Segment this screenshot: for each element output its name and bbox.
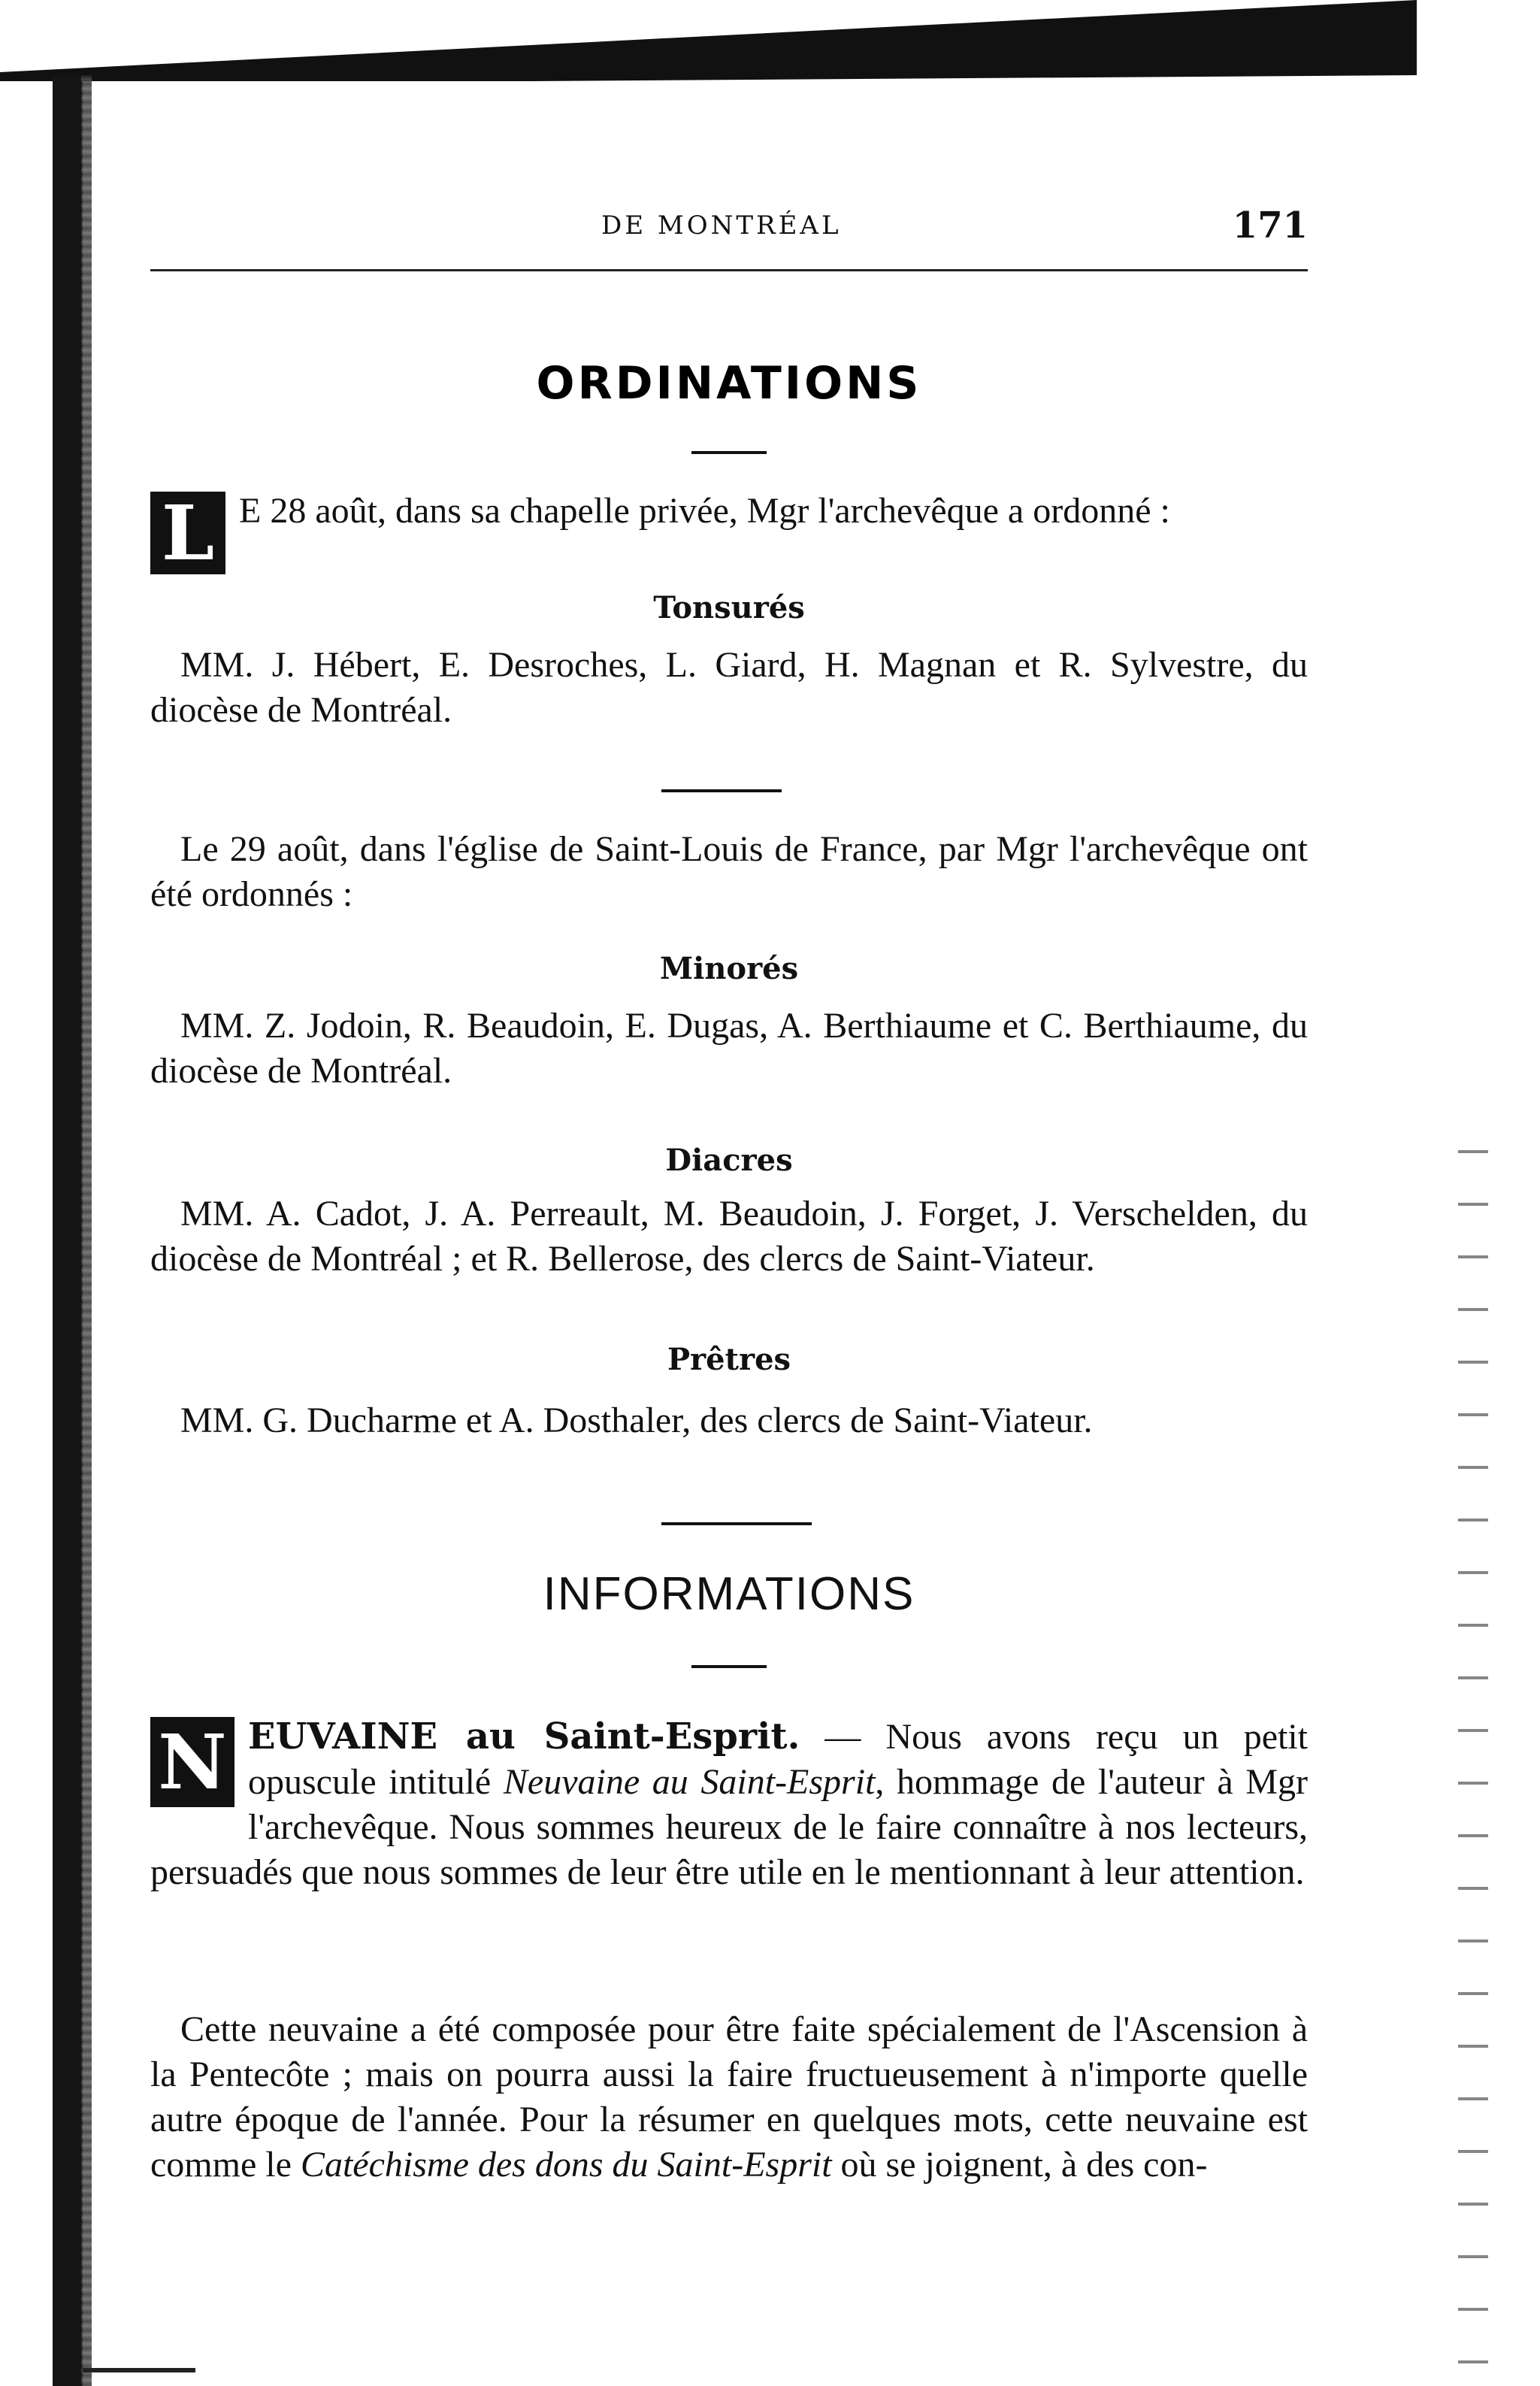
- drop-cap-n: N: [150, 1717, 234, 1807]
- minores-heading: Minorés: [659, 951, 799, 986]
- informations-p1: [150, 1714, 1308, 1895]
- diacres-text: MM. A. Cadot, J. A. Perreault, M. Beaudoin, J. Forget, J. Verschelden, du diocèse de Montréal ; et R. Bellerose, des clercs de Saint-Viateur.: [150, 1194, 1308, 1279]
- ordinations-intro: [150, 489, 1308, 577]
- book-title: Neuvaine au Saint-Esprit: [503, 1762, 876, 1802]
- diacres-heading: Diacres: [665, 1143, 793, 1178]
- short-rule: [691, 451, 767, 454]
- page-number: 171: [1232, 204, 1308, 247]
- ordinations-p2: Le 29 août, dans l'église de Saint-Louis de France, par Mgr l'archevêque ont été ordonnés :: [150, 829, 1308, 914]
- section-rule: [661, 789, 782, 792]
- scan-bottom-mark: [83, 2368, 195, 2372]
- run-in-title: EUVAINE au Saint-Esprit.: [248, 1715, 800, 1758]
- drop-cap: L: [150, 492, 225, 574]
- pretres-heading: Prêtres: [667, 1342, 791, 1377]
- head-rule: [150, 269, 1308, 271]
- informations-p2-a: Cette neuvaine a été composée pour être faite spécialement de l'Ascension à la Pentecôte ; mais on pourra aussi la faire fructueusement à n'importe quelle autre époque de l'année. Pour la résumer en quelques mots, cette neuvaine est comme le: [150, 2009, 1308, 2185]
- ordinations-title: ORDINATIONS: [536, 357, 922, 410]
- pretres-text: MM. G. Ducharme et A. Dosthaler, des clercs de Saint-Viateur.: [180, 1400, 1093, 1440]
- scan-right-noise: [1458, 1128, 1488, 2368]
- tonsures-text: MM. J. Hébert, E. Desroches, L. Giard, H. Magnan et R. Sylvestre, du diocèse de Montréal.: [150, 645, 1308, 730]
- ordinations-p1: E 28 août, dans sa chapelle privée, Mgr l'archevêque a ordonné :: [239, 491, 1170, 531]
- scan-top-border: [0, 0, 1417, 81]
- section-rule-2: [661, 1522, 812, 1525]
- minores-text: MM. Z. Jodoin, R. Beaudoin, E. Dugas, A. Berthiaume et C. Berthiaume, du diocèse de Montréal.: [150, 1006, 1308, 1091]
- short-rule-2: [691, 1665, 767, 1668]
- informations-p1-b: , hommage de l'auteur à Mgr l'archevêque. Nous sommes heureux de le faire connaître à nos lecteurs, persuadés que nous sommes de leur être utile en le mentionnant à leur attention.: [150, 1762, 1309, 1892]
- scan-left-edge: [81, 75, 92, 2386]
- tonsures-heading: Tonsurés: [653, 590, 805, 625]
- running-head: [150, 204, 1308, 256]
- informations-p2: [150, 2007, 1308, 2188]
- informations-p2-b: où se joignent, à des con-: [831, 2145, 1208, 2185]
- informations-title: INFORMATIONS: [543, 1568, 915, 1620]
- catechism-title: Catéchisme des dons du Saint-Esprit: [300, 2145, 832, 2185]
- running-title: DE MONTRÉAL: [601, 210, 842, 241]
- scan-left-border: [53, 75, 83, 2386]
- informations-p1-a: — Nous avons reçu un petit opuscule intitulé: [248, 1717, 1309, 1802]
